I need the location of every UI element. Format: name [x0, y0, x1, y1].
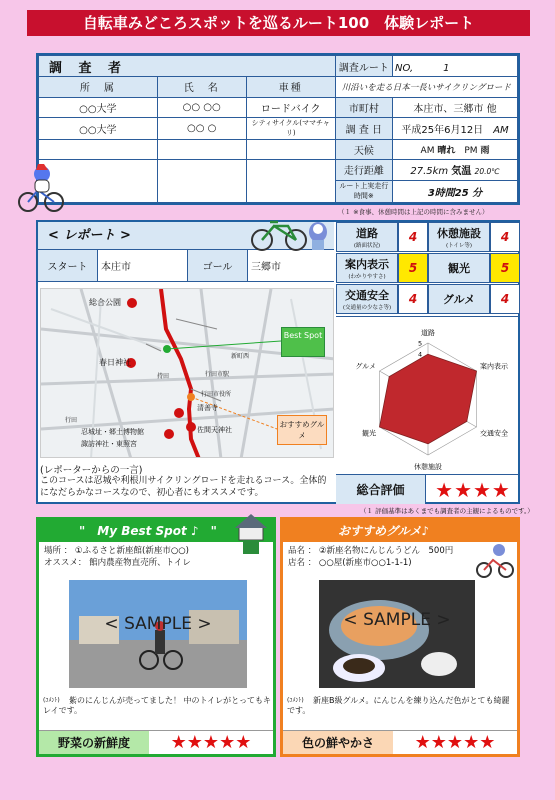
radar-axis-label: 道路 — [421, 329, 435, 337]
best-spot-rating-label: 野菜の新鮮度 — [39, 731, 149, 754]
overall-rating — [336, 474, 520, 504]
best-spot-title: " My Best Spot ♪ " — [39, 520, 273, 542]
distance-label: 走行距離 — [335, 160, 392, 180]
city-value: 本庄市、三郷市 他 — [393, 97, 518, 117]
col-name: 氏 名 — [157, 77, 246, 97]
time-value: 3時間25 分 — [393, 180, 518, 202]
best-spot-rating — [39, 730, 273, 754]
gourmet-photo — [319, 580, 475, 688]
route-label: 調査ルート — [335, 56, 392, 77]
gourmet-rating — [283, 730, 517, 754]
goal-value: 三郷市 — [251, 262, 281, 273]
sample-watermark: < SAMPLE > — [104, 614, 212, 634]
radar-series-area — [380, 354, 477, 444]
gourmet-panel — [280, 517, 520, 757]
best-spot-callout: Best Spot — [281, 327, 325, 357]
name-cell — [157, 160, 246, 203]
best-spot-photo — [69, 580, 247, 688]
goal-label: ゴール — [188, 250, 248, 281]
rating-label: 道路 (路面状況) — [336, 222, 398, 252]
rating-label: 休憩施設 (トイレ等) — [428, 222, 490, 252]
map-label: 行田 — [65, 417, 78, 424]
distance-value: 27.5km 気温 20.0℃ — [393, 160, 518, 180]
radar-axis-label: 観光 — [361, 429, 376, 438]
best-spot-panel — [36, 517, 276, 757]
weather-value: AM 晴れ PM 雨 — [393, 140, 518, 160]
rating-label: 交通安全 (交通量の少なさ等) — [336, 284, 398, 314]
reporter-comment: このコースは忍城や利根川サイクリングロードを走れるコース。全体的になだらかなコースなので、初心者にもオススメです。 — [40, 476, 327, 498]
bicycle-icon — [248, 216, 334, 252]
radar-axis-label: 休憩施設 — [414, 463, 442, 471]
map-label: 春日神社 — [99, 358, 131, 367]
gourmet-info: 品名 ： ②新座名物にんじんうどん 500円 店名 ： ○○屋(新座市○○1-1-1) — [288, 546, 454, 568]
gourmet-rating-label: 色の鮮やかさ — [283, 731, 393, 754]
gourmet-rating-stars: ★★★★★ — [414, 732, 496, 753]
map-label: 忍城址・郷土博物館 — [81, 428, 144, 436]
rating-label: グルメ — [428, 284, 490, 314]
rating-value: 5 — [490, 253, 520, 283]
rating-value: 5 — [398, 253, 428, 283]
map-label: 佐間天神社 — [197, 426, 232, 434]
start-goal-row — [38, 250, 334, 282]
radar-axis-label: 案内表示 — [480, 362, 509, 371]
gourmet-comment: (ｺﾒﾝﾄ) 新座B級グルメ。にんじんを練り込んだ色がとても綺麗です。 — [287, 696, 510, 715]
best-spot-comment: (ｺﾒﾝﾄ) 紫のにんじんが売ってました！ 中のトイレがとってもキレイです。 — [43, 696, 271, 715]
report-title: < レポート > — [38, 222, 334, 250]
map-label: 諏訪神社・東照宮 — [81, 440, 137, 448]
gourmet-callout: おすすめグルメ — [277, 415, 327, 445]
page-title: 自転車みどころスポットを巡るルート100 体験レポート — [27, 10, 530, 36]
route-map — [40, 288, 334, 458]
col-bike: 車種 — [246, 77, 335, 97]
report-section — [36, 220, 520, 504]
radar-tick-label: 4 — [418, 350, 423, 359]
map-label: 行田市駅 — [205, 371, 230, 378]
bike-cell: シティサイクル(ママチャリ) — [246, 117, 335, 139]
radar-tick-label: 5 — [418, 339, 423, 348]
ratings-grid — [336, 222, 520, 314]
rating-value: 4 — [398, 284, 428, 314]
investigator-title: 調 査 者 — [39, 56, 336, 77]
rating-value: 4 — [398, 222, 428, 252]
date-label: 調 査 日 — [335, 117, 392, 139]
name-cell — [157, 140, 246, 160]
map-label: 行田市役所 — [201, 391, 232, 398]
castle-mascot-icon — [231, 506, 271, 556]
comment-heading: (レポーターからの一言) — [40, 465, 143, 476]
best-spot-info: 場所 ： ①ふるさと新座館(新座市○○) オススメ： 館内農産物直売所、トイレ — [44, 546, 191, 568]
affil-cell — [39, 140, 158, 160]
date-value: 平成25年6月12日 AM — [393, 117, 518, 139]
weather-label: 天候 — [335, 140, 392, 160]
rating-value: 4 — [490, 284, 520, 314]
map-label: 清善寺 — [197, 404, 218, 412]
col-affiliation: 所 属 — [39, 77, 158, 97]
route-no: NO, 1 — [393, 56, 518, 77]
affil-cell: ○○大学 — [39, 117, 158, 139]
map-label: 持田 — [157, 373, 170, 380]
radar-chart — [336, 316, 520, 472]
name-cell: ○○ ○ — [157, 117, 246, 139]
affil-cell: ○○大学 — [39, 97, 158, 117]
route-name: 川沿いを走る日本一長いサイクリングロード — [335, 77, 517, 97]
rating-label: 案内表示 (わかりやすさ) — [336, 253, 398, 283]
time-label: ルート上実走行時間※ — [335, 180, 392, 202]
sample-watermark: < SAMPLE > — [343, 610, 451, 630]
bike-cell: ロードバイク — [246, 97, 335, 117]
gourmet-title: おすすめグルメ♪ — [283, 520, 517, 542]
start-label: スタート — [38, 250, 98, 281]
radar-svg — [336, 317, 520, 473]
name-cell: ○○ ○○ — [157, 97, 246, 117]
cyclist-character-icon — [18, 162, 64, 214]
bike-cell — [246, 160, 335, 203]
rating-value: 4 — [490, 222, 520, 252]
city-label: 市町村 — [335, 97, 392, 117]
time-note: （１ ※食事、休憩時間は上記の時間に含みません） — [338, 208, 489, 216]
overall-label: 総合評価 — [336, 475, 426, 504]
cyclist-mascot-icon — [475, 540, 515, 580]
radar-axis-label: グルメ — [355, 362, 376, 371]
rating-note: （１ 評価基準はあくまでも調査者の主観によるものです。） — [360, 507, 534, 515]
map-label: 総合公園 — [89, 298, 121, 307]
start-value: 本庄市 — [98, 250, 188, 281]
map-label: 新町西 — [231, 353, 250, 360]
bike-cell — [246, 140, 335, 160]
overall-stars: ★★★★ — [435, 477, 511, 502]
investigator-table — [36, 53, 520, 205]
rating-label: 観光 — [428, 253, 490, 283]
best-spot-rating-stars: ★★★★★ — [170, 732, 252, 753]
radar-axis-label: 交通安全 — [480, 429, 509, 438]
